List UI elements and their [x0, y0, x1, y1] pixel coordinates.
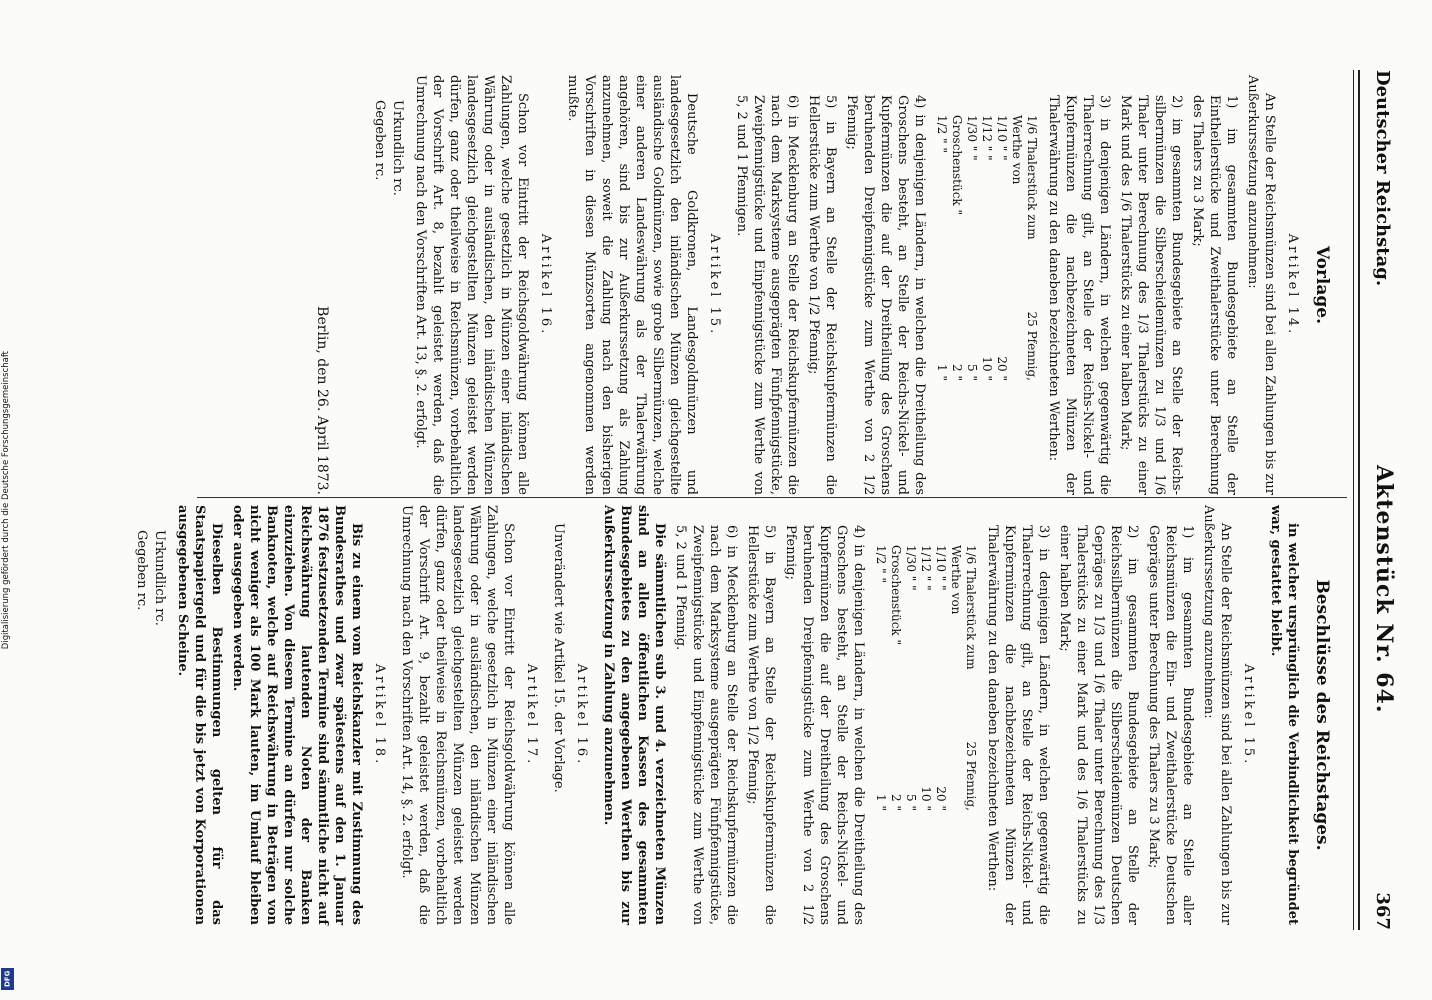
coin-value: 5 " [965, 364, 979, 381]
coin-name: Groschenstück " [950, 115, 964, 216]
signature-line-1: Urkundlich rc. [152, 530, 167, 626]
coin-name: 1/10 " " [995, 115, 1009, 161]
article-15-item-3: 3) in denjenigen Ländern, in welchen gegenwärtig die Thalerrechnung gilt, an Stelle der Reichs-Nickel- und Kupfermünzen die nachbezeichneten Münzen der Thalerwährung zu den daneben bezeichneten Werthen: [985, 525, 1051, 925]
coin-value-list [873, 545, 978, 925]
coin-name: 1/2 " " [935, 115, 949, 153]
signature-line-2: Gegeben rc. [372, 100, 387, 181]
page-number: 367 [1372, 892, 1393, 930]
coin-name: 1/30 " " [965, 115, 979, 161]
coin-value: 2 " [889, 794, 903, 811]
dfg-logo-text: DFG [3, 970, 12, 988]
article-14-item-3: 3) in denjenigen Ländern, in welchen gegenwärtig die Thalerrechnung gilt, an Stelle der Reichs-Nickel- und Kupfermünzen die nachbezeichneten Münzen der Thalerwährung zu den daneben bezeichneten Werthen: [1046, 95, 1112, 495]
signature-line-1: Urkundlich rc. [390, 100, 405, 196]
coin-row [934, 115, 949, 495]
article-14-item-6: 6) in Mecklenburg an Stelle der Reichskupfermünzen die nach dem Marksysteme ausgeprägten Fünfpfennigstücke, Zweipfennigstücke und Einpfennigstücke zum Werthe von 5, 2 und 1 Pfennigen. [734, 95, 800, 495]
article-14-item-5: 5) in Bayern an Stelle der Reichskupfermünzen die Hellerstücke zum Werthe von 1/2 Pfennig; [806, 95, 838, 495]
coin-value: 25 Pfennig, [1025, 311, 1039, 381]
article-18-title: Artikel 18. [372, 663, 387, 767]
column-heading-beschluesse: Beschlüsse des Reichstages. [1312, 579, 1332, 851]
signature-block [132, 530, 168, 925]
article-15-title: Artikel 15. [1241, 663, 1256, 767]
article-15-item-2: 2) im gesammten Bundesgebiete an Stelle der Reichssilbermünzen die Silberscheidemünzen Deutschen Gepräges zu 1/3 und 1/6 Thaler unter Berechnung des 1/3 Thalerstücks zu einer Mark und des 1/6 Thalerstücks zu einer halben Mark; [1057, 525, 1140, 925]
dfg-logo [1, 968, 14, 990]
article-15-bold-paragraph: Die sämmtlichen sub 3. und 4. verzeichneten Münzen sind an allen öffentlichen Kassen des gesammten Bundesgebietes zu den angegebenen Werthen bis zur Außerkurssetzung in Zahlung anzunehmen. [601, 505, 667, 925]
article-15-intro: An Stelle der Reichsmünzen sind bei allen Zahlungen bis zur Außerkurssetzung anzunehmen: [1201, 505, 1233, 925]
article-15-item-1: 1) im gesammten Bundesgebiete an Stelle aller Reichsmünzen die Ein- und Zweithalerstücke Deutschen Gepräges unter Berechnung des Thalers zu 3 Mark; [1146, 525, 1195, 925]
article-14-tail: in welcher ursprünglich die Verbindlichkeit begründet war, gestattet bleibt. [1268, 505, 1300, 925]
article-14-item-1: 1) im gesammten Bundesgebiete an Stelle der Eintheilerstücke und Zweithalerstücke unter Berechnung des Thalers zu 3 Mark; [1190, 95, 1239, 495]
coin-value: 20 " [995, 356, 1009, 381]
coin-row [964, 115, 979, 495]
coin-row [933, 545, 948, 925]
coin-row [903, 545, 918, 925]
coin-value: 1 " [935, 364, 949, 381]
article-18-text: Bis zu einem vom Reichskanzler mit Zustimmung des Bundesrathes und zwar spätestens auf den 1. Januar 1876 festzusetzenden Termine sind sämmtliche nicht auf Reichswährung lautenden Noten der Banken einzuziehen. Von diesem Termine an dürfen nur solche Banknoten, welche auf Reichswährung in Beträgen von nicht weniger als 100 Mark lauten, im Umlauf bleiben oder ausgegeben werden. [230, 505, 364, 925]
article-16-title: Artikel 16. [574, 663, 589, 767]
column-divider [197, 497, 1347, 498]
article-15-item-5: 5) in Bayern an Stelle der Reichskupfermünzen die Hellerstücke zum Werthe von 1/2 Pfennig; [745, 525, 777, 925]
coin-name: Groschenstück " [889, 545, 903, 646]
column-vorlage [313, 75, 1332, 495]
article-14-title: Artikel 14. [1285, 233, 1300, 337]
coin-name: 1/12 " " [980, 115, 994, 161]
coin-value: 20 " [934, 786, 948, 811]
coin-value: 10 " [919, 786, 933, 811]
header-center: Aktenstück Nr. 64. [1371, 464, 1397, 714]
coin-row [918, 545, 933, 925]
article-18-text-2: Dieselben Bestimmungen gelten für das Staatspapiergeld und für die bis jetzt von Korporationen ausgegebenen Scheine. [175, 505, 224, 925]
coin-row [994, 115, 1009, 495]
coin-row [1009, 115, 1039, 495]
coin-value: 5 " [904, 794, 918, 811]
coin-name: 1/6 Thalerstück zum Werthe von [1010, 115, 1039, 240]
article-16-text: Unverändert wie Artikel 15. der Vorlage. [551, 523, 566, 793]
article-15-text: Deutsche Goldkronen, Landesgoldmünzen und landesgesetzlich den inländischen Münzen gleichgestellte ausländische Goldmünzen, sowie grobe Silbermünzen, welche einer anderen Landeswährung als der Thalerwährung angehören, sind bis zur Außerkurssetzung als Zahlung anzunehmen, soweit die Zahlung nach den bisherigen Vorschriften in diesen Münzsorten angenommen werden mußte. [565, 75, 699, 495]
coin-row [873, 545, 888, 925]
article-14-item-2: 2) im gesammten Bundesgebiete an Stelle der Reichs-silbermünzen die Silberscheidemünzen zu 1/3 und 1/6 Thaler unter Berechnung des 1/3 Thalerstücks zu einer Mark und des 1/6 Thalerstücks zu einer halben Mark; [1118, 95, 1184, 495]
coin-row [888, 545, 903, 925]
coin-row [949, 115, 964, 495]
article-14-intro: An Stelle der Reichsmünzen sind bei allen Zahlungen bis zur Außerkurssetzung anzunehmen: [1245, 75, 1277, 495]
article-17-text: Schon vor Eintritt der Reichsgoldwährung können alle Zahlungen, welche gesetzlich in Münzen einer inländischen Währung oder in ausländischen, den inländischen Münzen landesgesetzlich gleichgestellten Münzen geleistet werden dürfen, ganz oder theilweise in Reichsmünzen, vorbehaltlich der Vorschrift Art. 9, bezahlt geleistet werden, daß die Umrechnung nach den Vorschriften Art. 14, §. 2. erfolgt. [399, 505, 516, 925]
signature-line-2: Gegeben rc. [134, 530, 149, 611]
column-heading-vorlage: Vorlage. [1312, 245, 1332, 325]
article-14-item-4: 4) in denjenigen Ländern, in welchen die Dreitheilung des Groschens besteht, an Stelle der Reichs-Nickel- und Kupfermünzen die auf der Dreitheilung des Groschens beruhenden Dreipfennigstücke zum Werthe von 2 1/2 Pfennig; [844, 95, 927, 495]
coin-value: 25 Pfennig, [964, 741, 978, 811]
article-16-text: Schon vor Eintritt der Reichsgoldwährung können alle Zahlungen, welche gesetzlich in Münzen einer inländischen Währung oder in ausländischen, den inländischen Münzen landesgesetzlich gleichgestellten Münzen geleistet werden dürfen, ganz oder theilweise in Reichsmünzen, vorbehaltlich der Vorschrift Art. 8, bezahlt geleistet werden, daß die Umrechnung nach den Vorschriften Art. 13, §. 2. erfolgt. [413, 75, 530, 495]
column-beschluesse [132, 505, 1332, 925]
coin-name: 1/6 Thalerstück zum Werthe von [949, 545, 978, 670]
digitization-credit [1, 10, 15, 990]
signature-block [370, 100, 406, 495]
coin-name: 1/12 " " [919, 545, 933, 591]
article-15-item-6: 6) in Mecklenburg an Stelle der Reichskupfermünzen die nach dem Marksysteme ausgeprägten Fünfpfennigstücke, Zweipfennigstücke und Einpfennigstücke zum Werthe von 5, 2 und 1 Pfennig. [673, 525, 739, 925]
coin-row [948, 545, 978, 925]
coin-name: 1/2 " " [874, 545, 888, 583]
header-left: Deutscher Reichstag. [1372, 70, 1393, 287]
coin-value: 1 " [874, 794, 888, 811]
coin-value-list [934, 115, 1039, 495]
digitization-credit-text: Digitalisierung gefördert durch die Deutsche Forschungsgemeinschaft [1, 350, 11, 650]
page-header [1357, 70, 1397, 930]
article-15-title: Artikel 15. [707, 233, 722, 337]
coin-name: 1/30 " " [904, 545, 918, 591]
date-line: Berlin, den 26. April 1873. [314, 306, 330, 495]
coin-value: 10 " [980, 356, 994, 381]
article-15-item-4: 4) in denjenigen Ländern, in welchen die Dreitheilung des Groschens besteht, an Stelle der Reichs-Nickel- und Kupfermünzen die auf der Dreitheilung des Groschens beruhenden Dreipfennigstücke zum Werthe von 2 1/2 Pfennig; [783, 525, 866, 925]
header-rule [1358, 70, 1360, 930]
article-17-title: Artikel 17. [524, 663, 539, 767]
coin-name: 1/10 " " [934, 545, 948, 591]
coin-row [979, 115, 994, 495]
header-rule-thin [1353, 70, 1354, 930]
coin-value: 2 " [950, 364, 964, 381]
article-16-title: Artikel 16. [538, 233, 553, 337]
